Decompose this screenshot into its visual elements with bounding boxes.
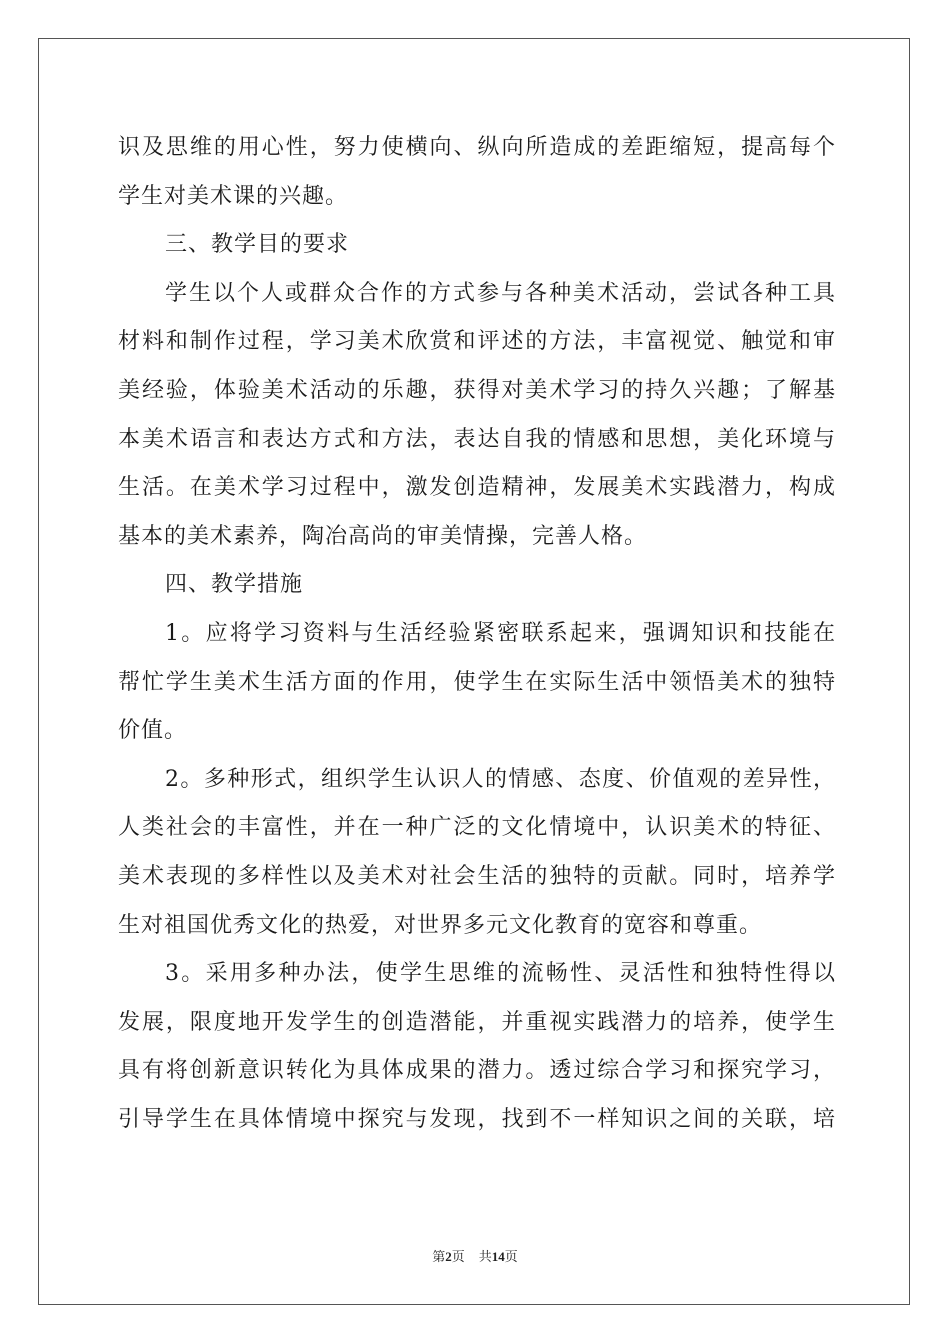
paragraph-line: 学生以个人或群众合作的方式参与各种美术活动，尝试各种工具 [165,280,836,306]
paragraph-line: 3。采用多种办法，使学生思维的流畅性、灵活性和独特性得以 [165,961,836,987]
paragraph-line: 生活。在美术学习过程中，激发创造精神，发展美术实践潜力，构成 [118,475,836,501]
paragraph-line: 学生对美术课的兴趣。 [118,183,349,209]
paragraph-line: 材料和制作过程，学习美术欣赏和评述的方法，丰富视觉、触觉和审 [118,329,836,355]
paragraph-line: 2。多种形式，组织学生认识人的情感、态度、价值观的差异性， [165,766,836,792]
paragraph-line: 识及思维的用心性，努力使横向、纵向所造成的差距缩短，提高每个 [118,135,836,160]
paragraph-line: 具有将创新意识转化为具体成果的潜力。透过综合学习和探究学习， [118,1058,836,1084]
total-suffix: 页 [504,1249,518,1264]
paragraph-line: 1。应将学习资料与生活经验紧密联系起来，强调知识和技能在 [165,620,836,646]
section-heading: 四、教学措施 [165,572,304,598]
section-heading: 三、教学目的要求 [165,232,350,258]
paragraph-line: 人类社会的丰富性，并在一种广泛的文化情境中，认识美术的特征、 [118,815,836,841]
paragraph-line: 美经验，体验美术活动的乐趣，获得对美术学习的持久兴趣；了解基 [118,377,836,403]
paragraph-line: 帮忙学生美术生活方面的作用，使学生在实际生活中领悟美术的独特 [118,669,836,695]
page-number: 2 [445,1249,452,1264]
paragraph-line: 生对祖国优秀文化的热爱，对世界多元文化教育的宽容和尊重。 [118,912,763,938]
page-total: 14 [491,1249,505,1264]
paragraph-line: 发展，限度地开发学生的创造潜能，并重视实践潜力的培养，使学生 [118,1009,836,1035]
page-prefix: 第 [432,1249,446,1264]
paragraph-line: 价值。 [118,718,188,744]
paragraph-line: 本美术语言和表达方式和方法，表达自我的情感和思想，美化环境与 [118,426,836,452]
paragraph-line: 基本的美术素养，陶冶高尚的审美情操，完善人格。 [118,523,648,549]
page-suffix: 页 [451,1249,465,1264]
paragraph-line: 引导学生在具体情境中探究与发现，找到不一样知识之间的关联，培 [118,1106,836,1132]
paragraph-line: 美术表现的多样性以及美术对社会生活的独特的贡献。同时，培养学 [118,863,836,889]
total-prefix: 共 [478,1249,492,1264]
document-body [118,124,836,1144]
page-footer [0,1246,950,1265]
